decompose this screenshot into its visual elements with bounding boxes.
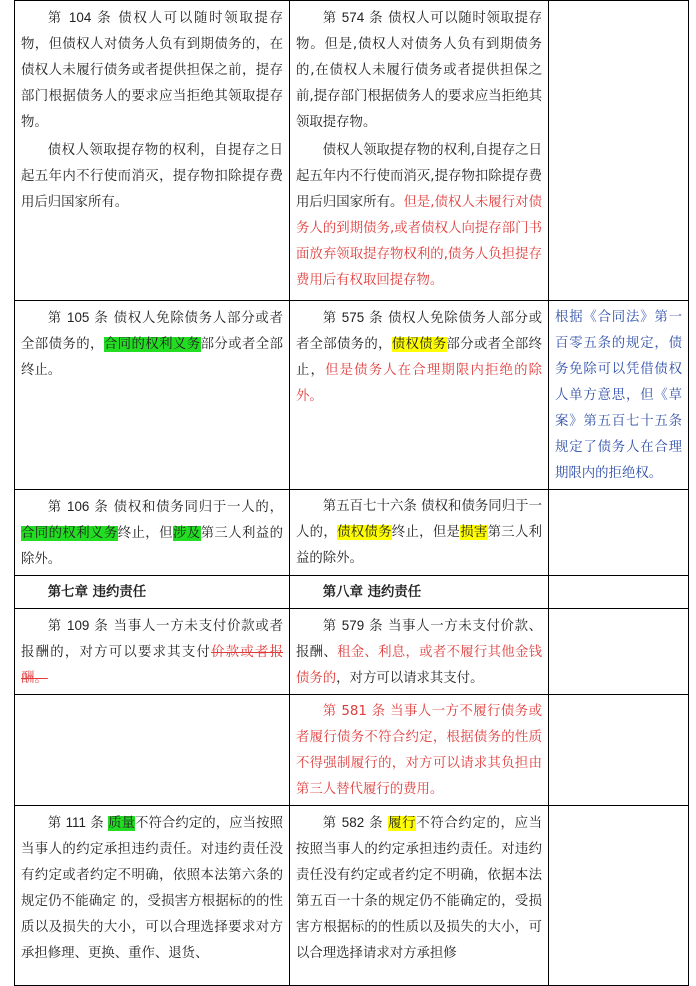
- article-582: 第 582 条 履行不符合约定的，应当按照当事人的约定承担违约责任。对违约责任没有约定或者约定不明确，依据本法第五百一十条的规定仍不能确定的，受损害方根据标的的性质以及损失的大小，可以合理选择请求对方承担修: [296, 815, 543, 961]
- table-row: [15, 695, 689, 806]
- note-cell: [549, 609, 689, 695]
- old-law-cell: [15, 609, 290, 695]
- highlight-green: 合同的权利义务: [21, 526, 118, 541]
- note-cell: [549, 490, 689, 576]
- article-104-para2: 债权人领取提存物的权利，自提存之日起五年内不行使而消灭，提存物扣除提存费用后归国家所有。: [21, 143, 283, 210]
- article-106: 第 106 条 债权和债务同归于一人的，合同的权利义务终止，但涉及第三人利益的除外。: [21, 499, 284, 567]
- article-581: 第 581 条 当事人一方不履行债务或者履行债务不符合约定，根据债务的性质不得强制履行的，对方可以请求其负担由第三人替代履行的费用。: [296, 704, 542, 797]
- table-row: [15, 576, 689, 609]
- draft-cell: [290, 806, 549, 986]
- old-law-cell: [15, 301, 290, 490]
- old-law-cell: [15, 1, 290, 301]
- deleted-text: 价款或者报酬。: [21, 645, 284, 686]
- table-row: [15, 609, 689, 695]
- old-law-cell: [15, 695, 290, 806]
- draft-cell: [290, 301, 549, 490]
- draft-cell: [290, 695, 549, 806]
- note-cell: 根据《合同法》第一百零五条的规定，债务免除可以凭借债权人单方意思，但《草案》第五百七十五条规定了债务人在合理期限内的拒绝权。: [549, 301, 689, 490]
- note-cell: [549, 1, 689, 301]
- old-law-cell: [15, 806, 290, 986]
- article-574: 第 574 条 债权人可以随时领取提存物。但是,债权人对债务人负有到期债务的,在债权人未履行债务或者提供担保之前,提存部门根据债务人的要求应当拒绝其领取提存物。: [296, 10, 543, 130]
- chapter-heading: 第八章 违约责任: [290, 576, 549, 609]
- highlight-green: 质量: [108, 816, 135, 831]
- chapter-heading: 第七章 违约责任: [15, 576, 290, 609]
- note-cell: [549, 806, 689, 986]
- article-105: 第 105 条 债权人免除债务人部分或者全部债务的，合同的权利义务部分或者全部终止。: [21, 310, 284, 378]
- article-111: 第 111 条 质量不符合约定的，应当按照当事人的约定承担违约责任。对违约责任没有约定或者约定不明确，依照本法第六条的规定仍不能确定 的，受损害方根据标的的性质以及损失的大小，可以合理选择要求对方承担修理、更换、重作、退货、: [21, 815, 283, 961]
- table-row: [15, 1, 689, 301]
- highlight-yellow: 债权债务: [337, 525, 392, 540]
- article-109: 第 109 条 当事人一方未支付价款或者报酬的，对方可以要求其支付价款或者报酬。: [21, 618, 284, 686]
- old-law-cell: [15, 490, 290, 576]
- added-text: 租金、利息，或者不履行其他金钱债务的: [296, 645, 543, 686]
- highlight-yellow: 债权债务: [391, 337, 447, 352]
- added-text: 但是,债权人未履行对债务人的到期债务,或者债权人向提存部门书面放弃领取提存物权利的,债务人负担提存费用后有权取回提存物。: [296, 195, 542, 288]
- comparison-table: [14, 0, 689, 986]
- article-575: 第 575 条 债权人免除债务人部分或者全部债务的，债权债务部分或者全部终止，但是债务人在合理期限内拒绝的除外。: [296, 310, 543, 404]
- article-579: 第 579 条 当事人一方未支付价款、报酬、租金、利息，或者不履行其他金钱债务的，对方可以请求其支付。: [296, 618, 543, 686]
- article-574-para2: 债权人领取提存物的权利,自提存之日起五年内不行使而消灭,提存物扣除提存费用后归国家所有。但是,债权人未履行对债务人的到期债务,或者债权人向提存部门书面放弃领取提存物权利的,债务人负担提存费用后有权取回提存物。: [296, 143, 542, 288]
- highlight-yellow: 履行: [388, 816, 417, 831]
- note-cell: [549, 695, 689, 806]
- draft-cell: [290, 609, 549, 695]
- draft-cell: [290, 1, 549, 301]
- table-row: [15, 301, 689, 490]
- article-576: 第五百七十六条 债权和债务同归于一人的，债权债务终止，但是损害第三人利益的除外。: [296, 499, 543, 566]
- article-104: 第 104 条 债权人可以随时领取提存物，但债权人对债务人负有到期债务的，在债权人未履行债务或者提供担保之前，提存部门根据债务人的要求应当拒绝其领取提存物。: [21, 10, 283, 130]
- highlight-yellow: 损害: [460, 525, 488, 540]
- added-text: 但是债务人在合理期限内拒绝的除外。: [296, 363, 543, 404]
- highlight-green: 合同的权利义务: [103, 337, 201, 352]
- note-cell: [549, 576, 689, 609]
- table-row: [15, 490, 689, 576]
- table-row: [15, 806, 689, 986]
- highlight-green: 涉及: [172, 526, 201, 541]
- draft-cell: [290, 490, 549, 576]
